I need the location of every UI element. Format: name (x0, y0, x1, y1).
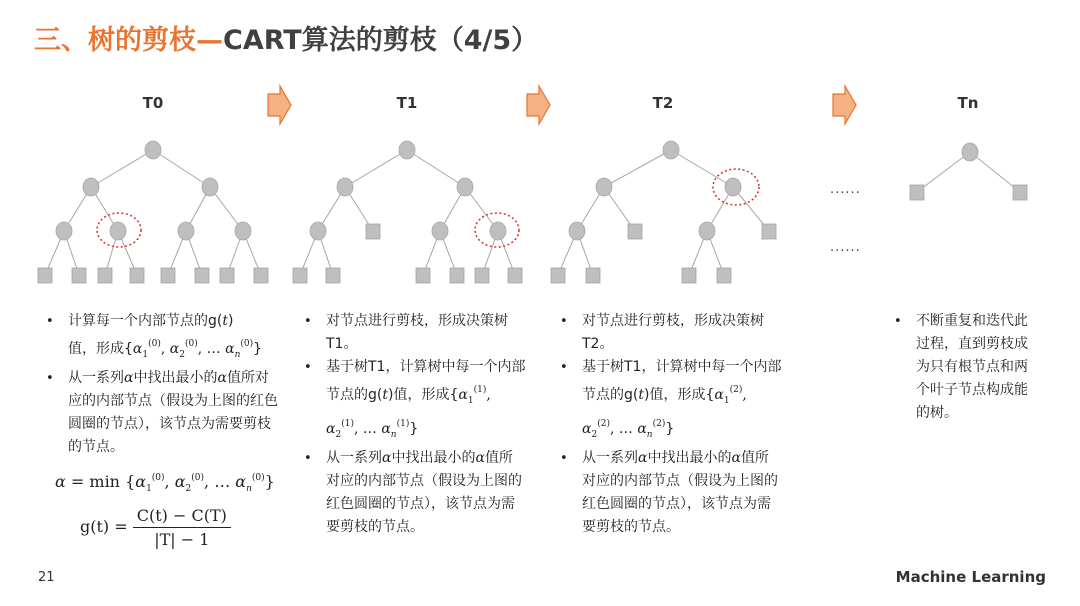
text-column-tn (890, 310, 1040, 425)
bullet-item: • 基于树T1，计算树中每一个内部节点的g(t)值，形成{$\alpha_1^{(2)}$, $\alpha_2^{(2)}$, … $\alpha_n^{(2)}$} (556, 356, 782, 447)
bullet-item: • 从一系列α中找出最小的α值所对应的内部节点（假设为上图的红色圆圈的节点），该节点为需要剪枝的节点。 (300, 447, 526, 539)
g-t-formula: g(t) = $\frac{C(t) - C(T)}{|T| - 1}$ (80, 506, 231, 549)
text-column-t0 (42, 310, 280, 459)
tree-label-tn: Tn (957, 94, 979, 112)
tree-diagrams (0, 0, 1080, 300)
bullet-item: • 从一系列α中找出最小的α值所对应的内部节点（假设为上图的红色圆圈的节点），该节点为需要剪枝的节点。 (556, 447, 782, 539)
bullet-item: • 基于树T1，计算树中每一个内部节点的g(t)值，形成{$\alpha_1^{(1)}$, $\alpha_2^{(1)}$, … $\alpha_n^{(1)}$} (300, 356, 526, 447)
tree-label-t0: T0 (142, 94, 164, 112)
bullet-item: • 对节点进行剪枝，形成决策树T2。 (556, 310, 782, 356)
bullet-item: • 计算每一个内部节点的g(t) 值，形成{$\alpha_1^{(0)}$, $\alpha_2^{(0)}$, … $\alpha_n^{(0)}$} (42, 310, 280, 367)
ellipsis-top: ...... (830, 182, 861, 197)
bullet-item: • 对节点进行剪枝，形成决策树T1。 (300, 310, 526, 356)
alpha-min-formula: $\alpha = \min \{\alpha_1^{(0)}$, $\alpha_2^{(0)}$, … $\alpha_n^{(0)}$} (55, 472, 275, 494)
footer-course-name: Machine Learning (895, 568, 1046, 586)
tree-label-t1: T1 (396, 94, 418, 112)
text-column-t2 (556, 310, 782, 539)
tree-label-t2: T2 (652, 94, 674, 112)
bullet-item: • 从一系列α中找出最小的α值所对应的内部节点（假设为上图的红色圆圈的节点），该节点为需要剪枝的节点。 (42, 367, 280, 459)
page-number: 21 (38, 570, 55, 585)
ellipsis-bottom: ...... (830, 240, 861, 255)
bullet-item: • 不断重复和迭代此过程，直到剪枝成为只有根节点和两个叶子节点构成能的树。 (890, 310, 1040, 425)
title-topic: CART算法的剪枝（4/5） (223, 25, 539, 56)
text-column-t1 (300, 310, 526, 539)
title-section: 三、树的剪枝— (34, 25, 223, 56)
